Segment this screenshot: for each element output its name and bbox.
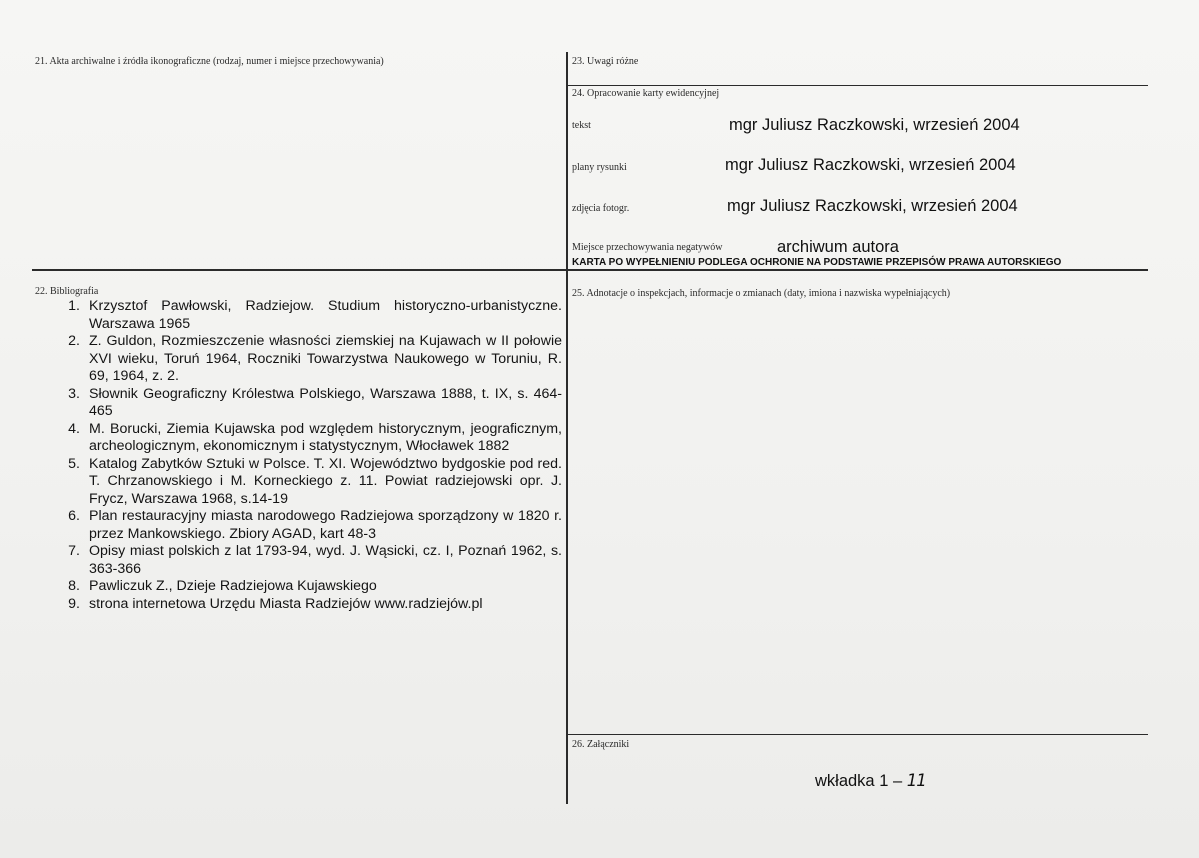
list-item-number: 6. xyxy=(68,508,80,524)
row-value-plans: mgr Juliusz Raczkowski, wrzesień 2004 xyxy=(725,156,1016,174)
section26-label: 26. Załączniki xyxy=(572,739,630,750)
section21-label: 21. Akta archiwalne i źródła ikonograficzne (rodzaj, numer i miejsce przechowywania) xyxy=(35,56,384,67)
list-item xyxy=(60,386,562,421)
list-item-text: strona internetowa Urzędu Miasta Radziejów www.radziejów.pl xyxy=(89,595,483,612)
list-item-number: 7. xyxy=(68,543,80,559)
list-item xyxy=(60,298,562,333)
list-item-text: Krzysztof Pawłowski, Radziejow. Studium historyczno-urbanistyczne. Warszawa 1965 xyxy=(89,298,562,332)
list-item-text: Z. Guldon, Rozmieszczenie własności ziemskiej na Kujawach w II połowie XVI wieku, Toruń 1964, Roczniki Towarzystwa Naukowego w Toruniu, R. 69, 1964, z. 2. xyxy=(89,333,562,384)
list-item-number: 4. xyxy=(68,420,80,437)
row-value-photos: mgr Juliusz Raczkowski, wrzesień 2004 xyxy=(727,197,1018,215)
section26-top-rule xyxy=(567,734,1148,735)
row-label-photos: zdjęcia fotogr. xyxy=(572,203,630,214)
list-item xyxy=(60,333,562,386)
list-item-number: 3. xyxy=(68,385,80,402)
storage-label: Miejsce przechowywania negatywów xyxy=(572,242,723,253)
list-item xyxy=(60,508,562,543)
list-item-number: 9. xyxy=(68,595,80,612)
list-item-number: 2. xyxy=(68,333,80,349)
section22-label: 22. Bibliografia xyxy=(35,286,99,297)
horizontal-divider-left xyxy=(32,269,567,271)
list-item-text: M. Borucki, Ziemia Kujawska pod względem historycznym, jeograficznym, archeologicznym, ekonomicznym i statystycznym, Włocławek 1882 xyxy=(89,420,562,454)
list-item xyxy=(60,596,562,614)
insert-number xyxy=(815,771,926,791)
copyright-notice: KARTA PO WYPEŁNIENIU PODLEGA OCHRONIE NA PODSTAWIE PRZEPISÓW PRAWA AUTORSKIEGO xyxy=(572,257,1062,268)
storage-value: archiwum autora xyxy=(777,238,899,256)
insert-handwritten-number: 11 xyxy=(906,771,926,790)
bibliography-list xyxy=(60,298,562,613)
section24-top-rule xyxy=(567,85,1148,86)
section24-label: 24. Opracowanie karty ewidencyjnej xyxy=(572,88,720,99)
row-label-plans: plany rysunki xyxy=(572,162,627,173)
list-item-text: Opisy miast polskich z lat 1793-94, wyd. J. Wąsicki, cz. I, Poznań 1962, s. 363-366 xyxy=(89,543,562,577)
insert-label: wkładka 1 – xyxy=(815,772,903,790)
list-item-number: 5. xyxy=(68,455,80,472)
list-item xyxy=(60,543,562,578)
list-item-text: Słownik Geograficzny Królestwa Polskiego, Warszawa 1888, t. IX, s. 464-465 xyxy=(89,385,562,419)
list-item xyxy=(60,578,562,596)
section24-bottom-rule xyxy=(567,269,1148,271)
section25-label: 25. Adnotacje o inspekcjach, informacje o zmianach (daty, imiona i nazwiska wypełniających) xyxy=(572,288,951,299)
list-item-number: 8. xyxy=(68,578,80,594)
list-item-text: Katalog Zabytków Sztuki w Polsce. T. XI. Województwo bydgoskie pod red. T. Chrzanowskiego i M. Korneckiego z. 11. Powiat radziejowski opr. J. Frycz, Warszawa 1968, s.14-19 xyxy=(89,455,562,507)
list-item-text: Pawliczuk Z., Dzieje Radziejowa Kujawskiego xyxy=(89,578,377,594)
row-value-text: mgr Juliusz Raczkowski, wrzesień 2004 xyxy=(729,116,1020,134)
vertical-divider xyxy=(566,52,568,804)
row-label-text: tekst xyxy=(572,120,591,131)
list-item xyxy=(60,421,562,456)
section23-label: 23. Uwagi różne xyxy=(572,56,639,67)
list-item-text: Plan restauracyjny miasta narodowego Radziejowa sporządzony w 1820 r. przez Mankowskiego. Zbiory AGAD, kart 48-3 xyxy=(89,508,562,542)
list-item xyxy=(60,456,562,509)
list-item-number: 1. xyxy=(68,298,80,314)
